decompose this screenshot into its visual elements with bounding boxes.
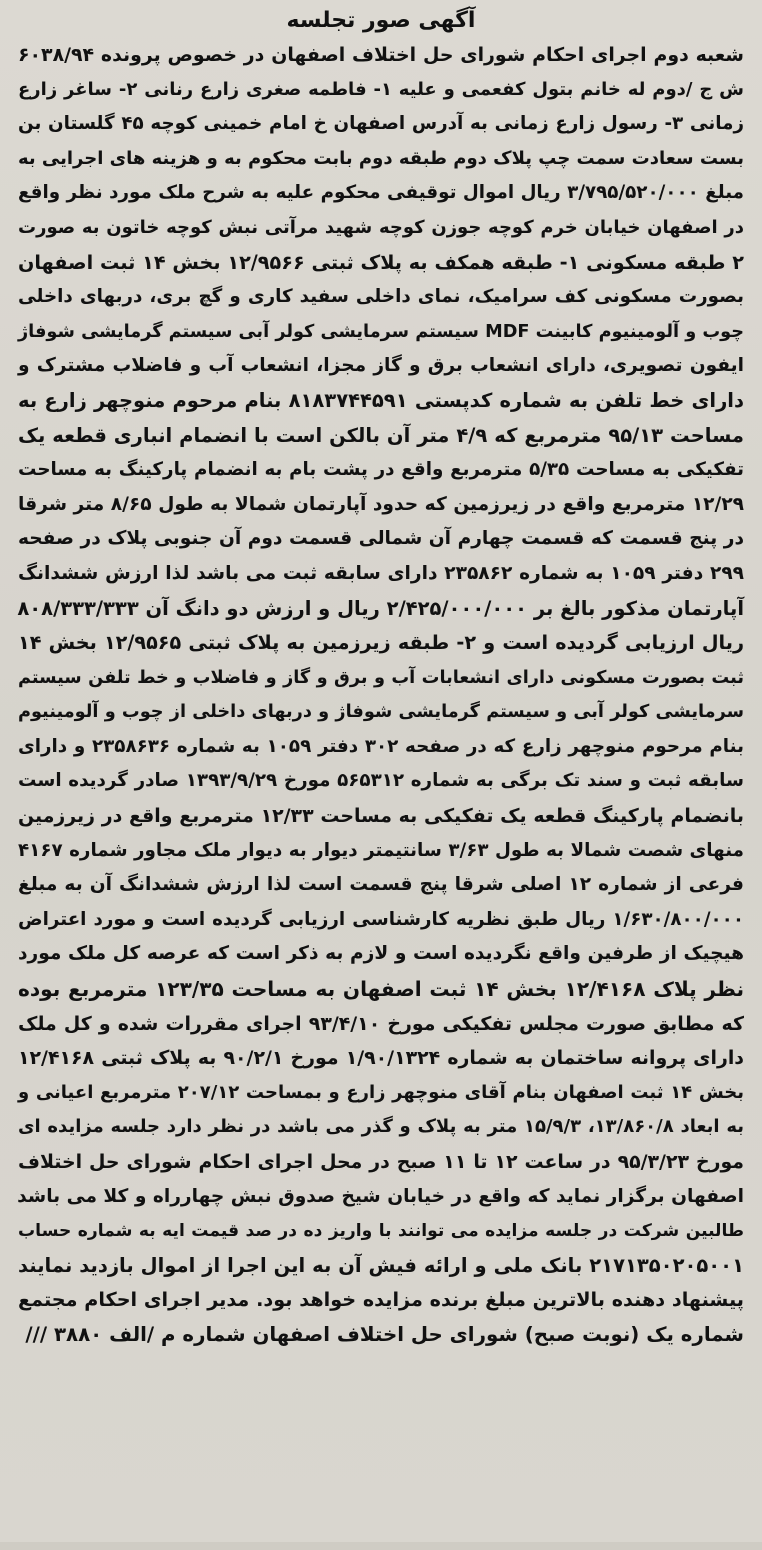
notice-line: هیچیک از طرفین واقع نگردیده است و لازم به ذکر است که عرصه کل ملک مورد <box>18 943 744 965</box>
notice-line: فرعی از شماره ۱۲ اصلی شرقا پنج قسمت است لذا ارزش ششدانگ آن به مبلغ <box>18 874 744 896</box>
notice-line: پیشنهاد دهنده بالاترین مبلغ برنده مزایده خواهد بود. مدیر اجرای احکام مجتمع <box>18 1288 744 1312</box>
notice-line: ۱/۶۳۰/۸۰۰/۰۰۰ ریال طبق نظریه کارشناسی ارزیابی گردیده است و مورد اعتراض <box>18 908 744 930</box>
notice-line: به ابعاد ۱۳/۸۶۰/۸، ۱۵/۹/۳ متر به پلاک و گذر می باشد در نظر دارد جلسه مزایده ای <box>18 1116 744 1138</box>
notice-line: سرمایشی کولر آبی و سیستم گرمایشی شوفاژ و دربهای داخلی از چوب و آلومینیوم <box>18 702 744 723</box>
notice-line: بانضمام پارکینگ قطعه یک تفکیکی به مساحت ۱۲/۳۳ مترمربع واقع در زیرزمین <box>18 805 744 828</box>
notice-line: بنام مرحوم منوچهر زارع که در صفحه ۳۰۲ دفتر ۱۰۵۹ به شماره ۲۳۵۸۶۳۶ و دارای <box>18 735 744 757</box>
notice-line: مساحت ۹۵/۱۳ مترمربع که ۴/۹ متر آن بالکن است با انضمام انباری قطعه یک <box>18 423 744 447</box>
notice-line: نظر پلاک ۱۲/۴۱۶۸ بخش ۱۴ ثبت اصفهان به مساحت ۱۲۳/۳۵ مترمربع بوده <box>18 977 744 1002</box>
notice-line: بصورت مسکونی کف سرامیک، نمای داخلی سفید کاری و گچ بری، دربهای داخلی <box>18 286 744 308</box>
notice-line: که مطابق صورت مجلس تفکیکی مورخ ۹۳/۴/۱۰ اجرای مقررات شده و کل ملک <box>18 1012 744 1035</box>
clipping-bottom-edge <box>0 1542 762 1550</box>
notice-line: بخش ۱۴ ثبت اصفهان بنام آقای منوچهر زارع و بمساحت ۲۰۷/۱۲ مترمربع اعیانی و <box>18 1081 744 1103</box>
notice-line: بست سعادت سمت چپ پلاک دوم طبقه دوم بابت محکوم به و هزینه های اجرایی به <box>17 147 744 169</box>
notice-line: اصفهان برگزار نماید که واقع در خیابان شیخ صدوق نبش چهارراه و کلا می باشد <box>17 1185 744 1207</box>
notice-line: ریال ارزیابی گردیده است و ۲- طبقه زیرزمین به پلاک ثبتی ۱۲/۹۵۶۵ بخش ۱۴ <box>18 631 744 655</box>
notice-line: ۱۲/۲۹ مترمربع واقع در زیرزمین که حدود آپارتمان شمالا به طول ۸/۶۵ متر شرقا <box>18 493 745 515</box>
notice-line: مبلغ ۳/۷۹۵/۵۲۰/۰۰۰ ریال اموال توقیفی محکوم علیه به شرح ملک مورد نظر واقع <box>18 182 744 204</box>
notice-line: منهای شصت شمالا به طول ۳/۶۳ سانتیمتر دیوار به دیوار ملک مجاور شماره ۴۱۶۷ <box>18 839 745 861</box>
notice-line: شعبه دوم اجرای احکام شورای حل اختلاف اصفهان در خصوص پرونده ۶۰۳۸/۹۴ <box>18 44 744 66</box>
notice-line: ایفون تصویری، دارای انشعاب برق و گاز مجزا، انشعاب آب و فاضلاب مشترک و <box>18 355 744 377</box>
notice-line: مورخ ۹۵/۳/۲۳ در ساعت ۱۲ تا ۱۱ صبح در محل اجرای احکام شورای حل اختلاف <box>18 1151 745 1173</box>
notice-line: دارای خط تلفن به شماره کدپستی ۸۱۸۳۷۴۴۵۹۱ بنام مرحوم منوچهر زارع به <box>18 388 744 412</box>
notice-line-signature: شماره یک (نوبت صبح) شورای حل اختلاف اصفهان شماره م /الف ۳۸۸۰ /// <box>25 1322 744 1346</box>
notice-line: سابقه ثبت و سند تک برگی به شماره ۵۶۵۳۱۲ مورخ ۱۳۹۳/۹/۲۹ صادر گردیده است <box>18 770 744 792</box>
notice-title: آگهی صور تجلسه <box>286 8 476 33</box>
notice-line: در پنج قسمت که قسمت چهارم آن شمالی قسمت دوم آن جنوبی پلاک در صفحه <box>18 528 744 550</box>
notice-line: تفکیکی به مساحت ۵/۳۵ مترمربع واقع در پشت بام به انضمام پارکینگ به مساحت <box>18 459 744 481</box>
notice-line: چوب و آلومینیوم کابینت MDF سیستم سرمایشی کولر آبی سیستم گرمایشی شوفاژ <box>18 321 744 342</box>
notice-line: ش ج /دوم له خانم بتول کفعمی و علیه ۱- فاطمه صغری زارع رنانی ۲- ساغر زارع <box>18 78 744 100</box>
notice-line: آپارتمان مذکور بالغ بر ۲/۴۲۵/۰۰۰/۰۰۰ ریال و ارزش دو دانگ آن ۸۰۸/۳۳۳/۳۳۳ <box>17 596 744 620</box>
notice-line: در اصفهان خیابان خرم کوچه جوزن کوچه شهید مرآتی نبش کوچه خاتون به صورت <box>18 216 744 238</box>
notice-line: ثبت بصورت مسکونی دارای انشعابات آب و برق و گاز و فاضلاب و خط تلفن سیستم <box>18 667 744 688</box>
notice-line: ۲۱۷۱۳۵۰۲۰۵۰۰۱ بانک ملی و ارائه فیش آن به این اجرا از اموال بازدید نمایند <box>18 1253 744 1277</box>
notice-line: ۲ طبقه مسکونی ۱- طبقه همکف به پلاک ثبتی ۱۲/۹۵۶۶ بخش ۱۴ ثبت اصفهان <box>18 250 744 274</box>
notice-line: ۲۹۹ دفتر ۱۰۵۹ به شماره ۲۳۵۸۶۲ دارای سابقه ثبت می باشد لذا ارزش ششدانگ <box>18 562 745 584</box>
notice-body <box>18 38 744 1353</box>
notice-line: زمانی ۳- رسول زارع زمانی به آدرس اصفهان خ امام خمینی کوچه ۴۵ گلستان بن <box>18 113 744 135</box>
notice-line: دارای پروانه ساختمان به شماره ۱/۹۰/۱۳۲۴ مورخ ۹۰/۲/۱ به پلاک ثبتی ۱۲/۴۱۶۸ <box>18 1047 744 1070</box>
notice-line: طالبین شرکت در جلسه مزایده می توانند با واریز ده در صد قیمت ایه به شماره حساب <box>18 1221 744 1242</box>
